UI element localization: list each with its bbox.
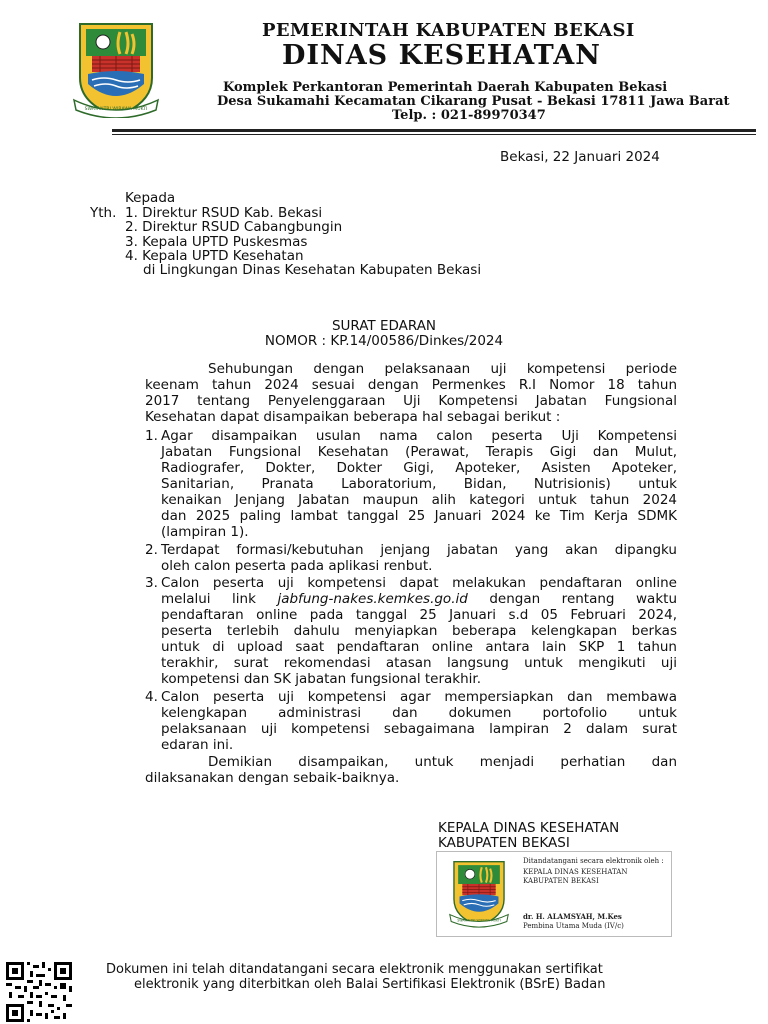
point-line: dan 2025 paling lambat tanggal 25 Januari 2024 ke Tim Kerja SDMK [161, 508, 677, 524]
point-line: peserta terlebih dahulu menyiapkan beberapa kelengkapan berkas [161, 623, 677, 639]
letterhead-rule-thin [112, 134, 756, 135]
signature-logo [447, 857, 511, 929]
signer-name: dr. H. ALAMSYAH, M.Kes [523, 912, 622, 921]
point-line: edaran ini. [161, 737, 234, 753]
point-line: (lampiran 1). [161, 524, 249, 540]
intro-line: 2017 tentang Penyelenggaraan Uji Kompetensi Jabatan Fungsional [145, 393, 677, 409]
signer-rank: Pembina Utama Muda (IV/c) [523, 922, 624, 930]
intro-paragraph [145, 361, 677, 425]
point-line: kelengkapan administrasi dan dokumen portofolio untuk [161, 705, 677, 721]
recipient-location: di Lingkungan Dinas Kesehatan Kabupaten Bekasi [143, 262, 482, 278]
document-title: SURAT EDARAN [331, 318, 437, 334]
intro-line: keenam tahun 2024 sesuai dengan Permenkes R.I Nomor 18 tahun [145, 377, 677, 393]
letterhead-phone: Telp. : 021-89970347 [392, 108, 546, 123]
point-line: Radiografer, Dokter, Dokter Gigi, Apoteker, Asisten Apoteker, [161, 460, 677, 476]
intro-line: Sehubungan dengan pelaksanaan uji kompetensi periode [208, 361, 677, 377]
electronic-signature-box [436, 851, 672, 937]
point-text: melalui link [161, 591, 278, 607]
point-1 [161, 428, 677, 540]
letterhead-address-1: Komplek Perkantoran Pemerintah Daerah Kabupaten Bekasi [223, 80, 668, 95]
signatory-title: KEPALA DINAS KESEHATAN [438, 820, 620, 836]
point-number: 3. [145, 575, 158, 591]
point-line: Sanitarian, Pranata Laboratorium, Bidan, Nutrisionis) untuk [161, 476, 677, 492]
signature-logo-motto: SWATANTRI WIBAWA MUKTI [457, 918, 501, 923]
document-number: NOMOR : KP.14/00586/Dinkes/2024 [264, 333, 504, 349]
signer-position-1: KEPALA DINAS KESEHATAN [523, 868, 628, 876]
point-number: 1. [145, 428, 158, 444]
recipient-item: 1. Direktur RSUD Kab. Bekasi [125, 205, 323, 221]
point-3 [161, 575, 677, 687]
signatory-region: KABUPATEN BEKASI [438, 835, 570, 851]
letterhead-rule-thick [112, 129, 756, 132]
point-line-with-link [161, 591, 677, 607]
letter-date: Bekasi, 22 Januari 2024 [500, 149, 660, 165]
point-line: Jabatan Fungsional Kesehatan (Perawat, Terapis Gigi dan Mulut, [161, 444, 677, 460]
footer-bsre-note-line-1: Dokumen ini telah ditandatangani secara elektronik menggunakan sertifikat [106, 962, 603, 977]
signer-position-2: KABUPATEN BEKASI [523, 877, 599, 885]
point-text: dengan rentang waktu [467, 591, 677, 607]
letterhead-government: PEMERINTAH KABUPATEN BEKASI [262, 20, 635, 41]
recipient-yth: Yth. [90, 205, 117, 221]
point-line: Calon peserta uji kompetensi dapat melakukan pendaftaran online [161, 575, 677, 591]
recipient-item: 2. Direktur RSUD Cabangbungin [125, 219, 343, 235]
registration-link[interactable]: jabfung-nakes.kemkes.go.id [277, 591, 468, 607]
point-line: pendaftaran online pada tanggal 25 Januari s.d 05 Februari 2024, [161, 607, 677, 623]
footer-bsre-note-line-2: elektronik yang diterbitkan oleh Balai Sertifikasi Elektronik (BSrE) Badan [134, 977, 606, 992]
point-number: 2. [145, 542, 158, 558]
point-line: Agar disampaikan usulan nama calon peserta Uji Kompetensi [161, 428, 677, 444]
point-line: kenaikan Jenjang Jabatan maupun alih kategori untuk tahun 2024 [161, 492, 677, 508]
verification-qr-code[interactable] [6, 962, 72, 1022]
letterhead-address-2: Desa Sukamahi Kecamatan Cikarang Pusat - Bekasi 17811 Jawa Barat [217, 94, 730, 109]
recipient-kepada: Kepada [125, 190, 176, 206]
point-2 [161, 542, 677, 574]
intro-line: Kesehatan dapat disampaikan beberapa hal sebagai berikut : [145, 409, 561, 425]
point-line: pelaksanaan uji kompetensi sebagaimana lampiran 2 dalam surat [161, 721, 677, 737]
closing-paragraph [145, 754, 677, 786]
recipient-item: 4. Kepala UPTD Kesehatan [125, 248, 304, 264]
closing-line: dilaksanakan dengan sebaik-baiknya. [145, 770, 400, 786]
point-line: untuk di upload saat pendaftaran online antara lain SKP 1 tahun [161, 639, 677, 655]
point-line: Calon peserta uji kompetensi agar mempersiapkan dan membawa [161, 689, 677, 705]
point-line: oleh calon peserta pada aplikasi renbut. [161, 558, 433, 574]
letterhead-agency: DINAS KESEHATAN [282, 40, 601, 71]
closing-line: Demikian disampaikan, untuk menjadi perhatian dan [208, 754, 677, 770]
point-line: kompetensi dan SK jabatan fungsional terakhir. [161, 671, 482, 687]
point-line: terakhir, surat rekomendasi atasan langsung untuk mengikuti uji [161, 655, 677, 671]
point-4 [161, 689, 677, 753]
recipient-item: 3. Kepala UPTD Puskesmas [125, 234, 308, 250]
bekasi-coat-of-arms-logo [70, 20, 162, 118]
signed-by-label: Ditandatangani secara elektronik oleh : [523, 857, 664, 865]
point-line: Terdapat formasi/kebutuhan jenjang jabatan yang akan dipangku [161, 542, 677, 558]
point-number: 4. [145, 689, 158, 705]
logo-motto: SWATANTRI WIBAWA MUKTI [84, 107, 148, 112]
